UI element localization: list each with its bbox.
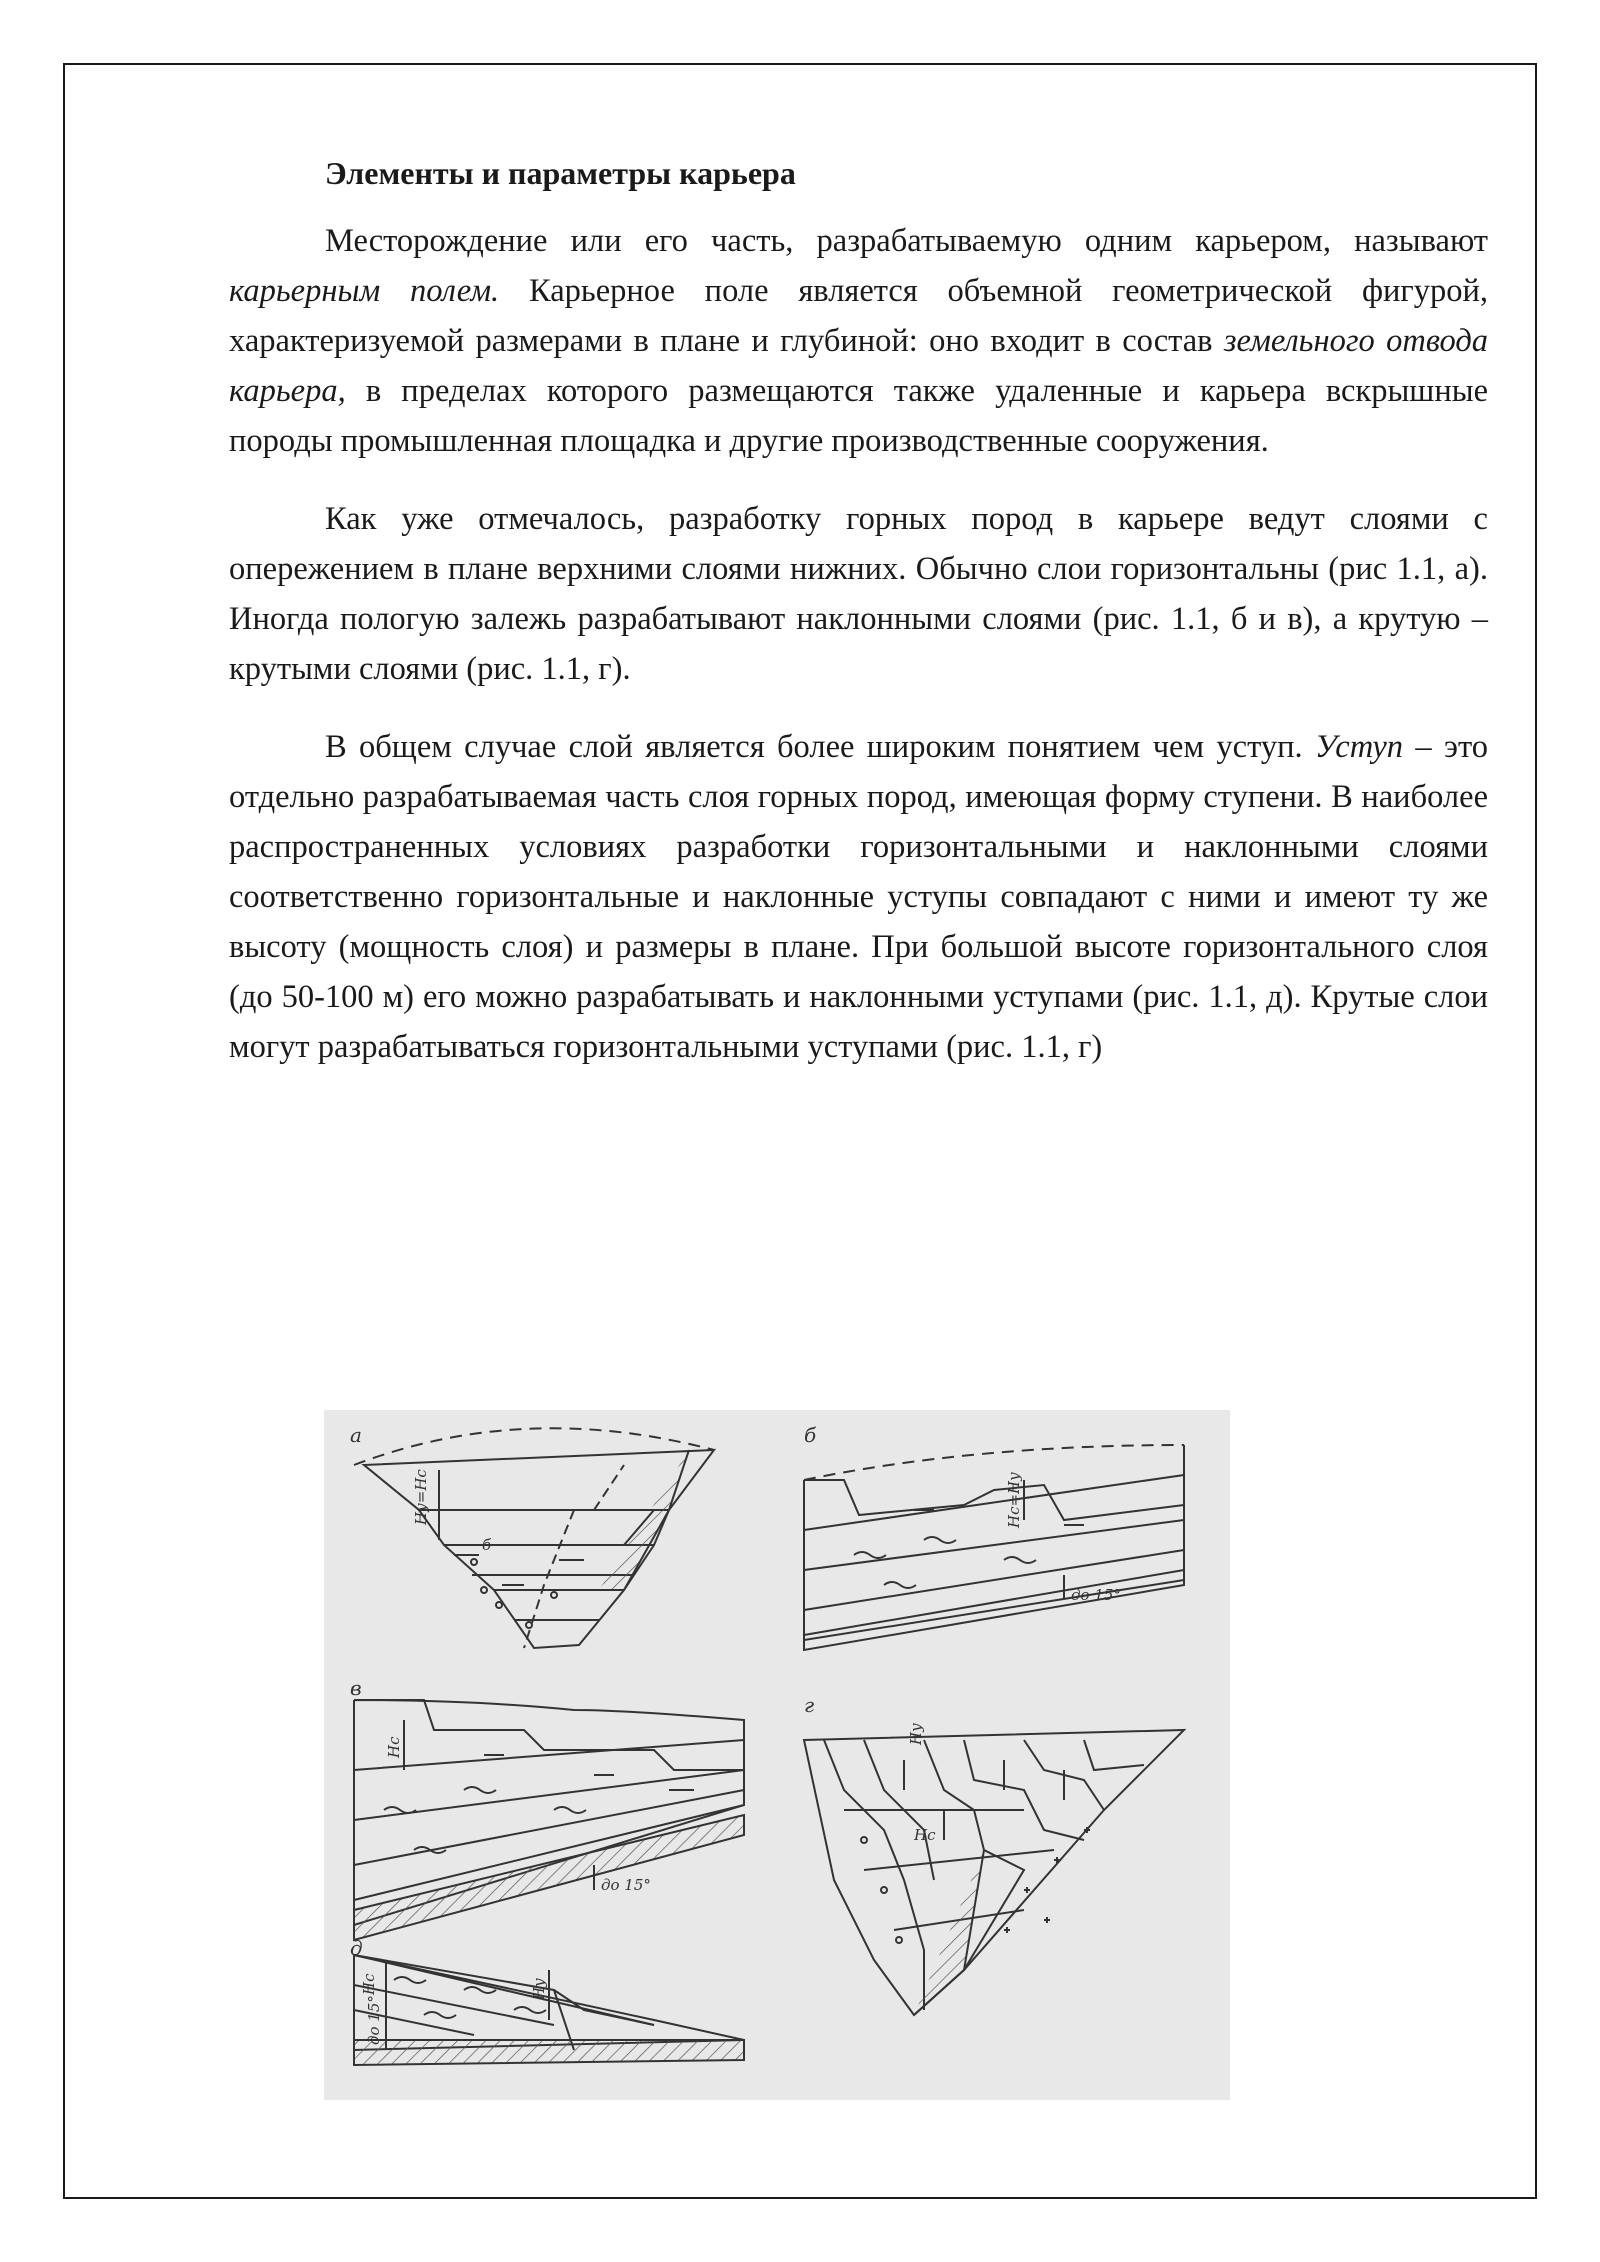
panel-v-diagram xyxy=(354,1700,744,1940)
p3-text-2: – это отдельно разрабатываемая часть слоя горных пород, имеющая форму ступени. В наиболее распространенных условиях разработки горизонтальными и наклонными слоями соответственно горизонтальные и наклонные уступы совпадают с ними и имеют ту же высоту (мощность слоя) и размеры в плане. При большой высоте горизонтального слоя (до 50-100 м) его можно разрабатывать и наклонными уступами (рис. 1.1, д). Крутые слои могут разрабатываться горизонтальными уступами (рис. 1.1, г) xyxy=(229,729,1488,1065)
figure-quarry-benches xyxy=(324,1410,1230,2100)
paragraph-3 xyxy=(229,722,1488,1072)
paragraph-2: Как уже отмечалось, разработку горных пород в карьере ведут слоями с опережением в плане верхними слоями нижних. Обычно слои горизонтальны (рис 1.1, а). Иногда пологую залежь разрабатывают наклонными слоями (рис. 1.1, б и в), а крутую – крутыми слоями (рис. 1.1, г). xyxy=(229,501,1488,687)
p3-text-1: В общем случае слой является более широким понятием чем уступ. xyxy=(325,729,1315,765)
panel-d-diagram xyxy=(354,1955,744,2065)
panel-g-diagram xyxy=(804,1730,1184,2015)
panel-label-g: г xyxy=(804,1693,815,1717)
p1-text-3: в пределах которого размещаются также удаленные и карьера вскрышные породы промышленная площадка и другие производственные сооружения. xyxy=(229,373,1488,459)
p1-italic-term-1: карьерным полем. xyxy=(229,273,500,309)
figure-drawing xyxy=(324,1410,1230,2100)
panel-label-d: д xyxy=(350,1936,363,1960)
p1-italic-term-2: земельного отвода карьера, xyxy=(229,323,1489,409)
panel-label-v: в xyxy=(350,1676,362,1700)
p3-italic-term: Уступ xyxy=(1314,729,1404,765)
panel-label-a: а xyxy=(350,1423,362,1447)
section-heading: Элементы и параметры карьера xyxy=(325,155,796,191)
panel-label-b: б xyxy=(804,1423,817,1447)
annotation-v-angle: до 15° xyxy=(601,1876,651,1894)
annotation-a-height: Hу=Hс xyxy=(412,1469,430,1525)
p1-text-1: Месторождение или его часть, разрабатываемую одним карьером, называют xyxy=(325,223,1488,259)
paragraph-1 xyxy=(229,216,1488,466)
p1-text-2: Карьерное поле является объемной геометрической фигурой, характеризуемой размерами в плане и глубиной: оно входит в состав xyxy=(229,273,1488,359)
annotation-b-height: Hс=Hу xyxy=(1005,1472,1023,1528)
annotation-a-b: б xyxy=(482,1536,492,1554)
annotation-g-hy: Hу xyxy=(907,1723,925,1745)
document-body xyxy=(229,148,1488,1100)
annotation-v-height: Hс xyxy=(385,1736,403,1758)
annotation-g-hc: Hс xyxy=(914,1826,936,1844)
annotation-d-angle: до 15° xyxy=(365,1995,383,2045)
panel-b-diagram xyxy=(804,1445,1184,1650)
panel-a-diagram xyxy=(354,1428,714,1648)
annotation-d-hc: Hс xyxy=(360,1973,378,1995)
annotation-d-hy: Hу xyxy=(530,1978,548,2000)
annotation-b-angle: до 15° xyxy=(1071,1586,1121,1604)
